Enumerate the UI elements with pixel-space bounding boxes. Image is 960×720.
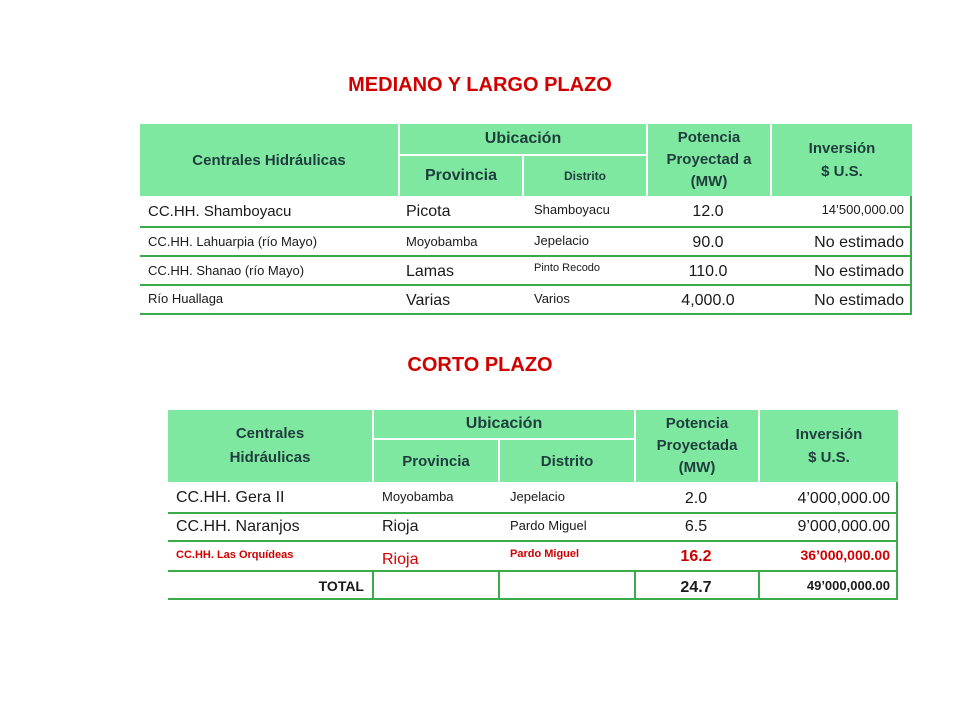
table1-header-distrito: Distrito <box>522 156 646 196</box>
table2-total-inversion: 49’000,000.00 <box>806 577 890 593</box>
table1-row4-provincia: Varias <box>406 292 451 309</box>
table2-header-potencia-l1: Potencia <box>665 415 729 432</box>
table1-header-centrales: Centrales Hidráulicas <box>140 124 398 196</box>
table2-header-potencia-l3: (MW) <box>678 459 716 476</box>
table1-row2-distrito: Jepelacio <box>534 232 589 248</box>
table2-row1-distrito: Jepelacio <box>510 488 565 504</box>
table1-title: MEDIANO Y LARGO PLAZO <box>348 74 612 96</box>
table1-header-potencia: Potencia Proyectad a (MW) <box>646 124 770 196</box>
table2-header-inversion-l2: $ U.S. <box>808 449 850 466</box>
table2-header-inversion-l1: Inversión <box>795 426 863 443</box>
table1-row4-distrito: Varios <box>534 290 570 306</box>
table2-row1-central: CC.HH. Gera II <box>176 489 285 506</box>
table2-header-centrales <box>168 410 372 482</box>
table1-header-provincia: Provincia <box>398 156 522 196</box>
table1-header-inversion-l1: Inversión <box>808 140 876 157</box>
table1-row3-central: CC.HH. Shanao (río Mayo) <box>148 262 305 278</box>
table2-header-centrales-l1: Centrales <box>235 425 305 442</box>
table2-header-provincia: Provincia <box>372 440 498 482</box>
table2-row2-inversion: 9’000,000.00 <box>797 518 890 535</box>
table1-row1-inversion: 14’500,000.00 <box>821 202 904 217</box>
table2-row2-potencia: 6.5 <box>684 518 708 535</box>
table2-row3-central: CC.HH. Las Orquídeas <box>176 549 294 561</box>
table1-row1-provincia: Picota <box>406 202 451 220</box>
table1-row3-provincia: Lamas <box>406 263 455 280</box>
table2-row3-potencia: 16.2 <box>680 548 712 565</box>
table1-header-ubicacion: Ubicación <box>398 124 646 156</box>
table1-row4-central: Río Huallaga <box>148 290 224 306</box>
table2-header-centrales-l2: Hidráulicas <box>229 449 311 466</box>
table2-row3-provincia: Rioja <box>382 551 419 568</box>
table1-header-inversion-l2: $ U.S. <box>821 163 863 180</box>
table2-total-label: TOTAL <box>318 578 364 594</box>
table2-row1-provincia: Moyobamba <box>382 488 454 504</box>
table2-header-potencia-l2: Proyectada <box>656 437 738 454</box>
table2-header-potencia <box>634 410 758 482</box>
table2-row1-inversion: 4’000,000.00 <box>797 490 890 507</box>
table2-row2-distrito: Pardo Miguel <box>510 517 587 533</box>
table1-row2-provincia: Moyobamba <box>406 233 478 249</box>
table1-row4-inversion: No estimado <box>814 292 904 309</box>
table1-row3-inversion: No estimado <box>814 263 904 280</box>
table2-header-inversion <box>758 410 898 482</box>
table2-title: CORTO PLAZO <box>407 354 553 376</box>
table1-row2-potencia: 90.0 <box>692 234 724 251</box>
table1-row4-potencia: 4,000.0 <box>681 292 735 309</box>
table1-row2-central: CC.HH. Lahuarpia (río Mayo) <box>148 233 318 249</box>
table2-row3-distrito: Pardo Miguel <box>510 548 580 560</box>
table2-row1-potencia: 2.0 <box>684 490 708 507</box>
table2-header-distrito: Distrito <box>498 440 634 482</box>
table1-row1-distrito: Shamboyacu <box>534 202 610 217</box>
table1-row1-potencia: 12.0 <box>692 202 724 220</box>
table2-row2-provincia: Rioja <box>382 518 419 535</box>
table1-header-inversion <box>770 124 912 196</box>
table1-row3-potencia: 110.0 <box>688 263 728 280</box>
table2-row2-central: CC.HH. Naranjos <box>176 518 300 535</box>
table1-row3-distrito: Pinto Recodo <box>534 262 601 274</box>
table2-row3-inversion: 36’000,000.00 <box>800 547 890 563</box>
table1-row2-inversion: No estimado <box>814 234 904 251</box>
table2-total-potencia: 24.7 <box>680 579 712 596</box>
table1-row1-central: CC.HH. Shamboyacu <box>148 203 292 220</box>
table2-header-ubicacion: Ubicación <box>372 410 634 440</box>
